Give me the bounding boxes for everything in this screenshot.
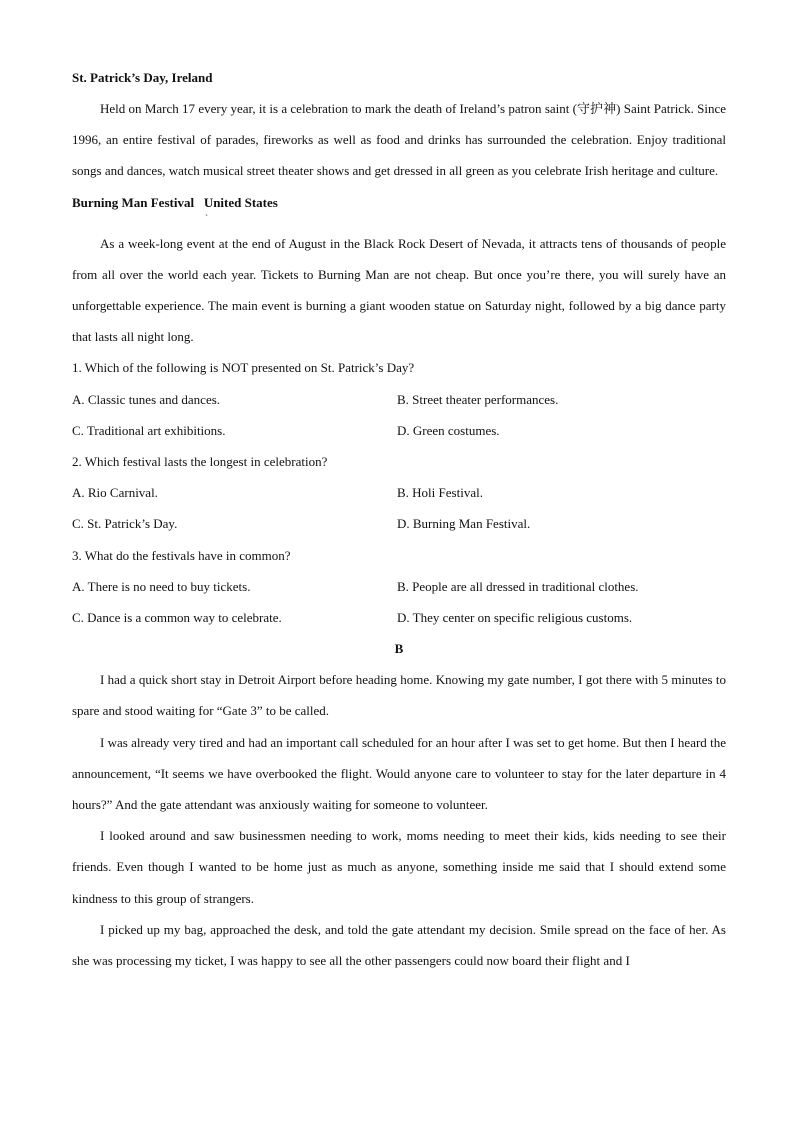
part-b-label: B: [394, 641, 404, 657]
section-paragraph-burning-man: As a week-long event at the end of August in the Black Rock Desert of Nevada, it attracts tens of thousands of people from all over the world each year. Tickets to Burning Man are not cheap. But once you’re there, you will surely have an unforgettable experience. The main event is burning a giant wooden statue on Saturday night, followed by a big dance party that lasts all night long.: [72, 235, 726, 345]
question-option: A. Classic tunes and dances.: [72, 391, 221, 407]
question-stem: 2. Which festival lasts the longest in celebration?: [72, 453, 328, 469]
section-paragraph-st-patricks: Held on March 17 every year, it is a celebration to mark the death of Ireland’s patron saint (守护神) Saint Patrick. Since 1996, an entire festival of parades, fireworks as well as food and drinks has surrounded the celebration. Enjoy traditional songs and dances, watch musical street theater shows and get dressed in all green as you celebrate Irish heritage and culture.: [72, 101, 726, 179]
question-option: A. Rio Carnival.: [72, 485, 158, 501]
question-option: C. Traditional art exhibitions.: [72, 422, 226, 438]
section-title-burning-man-text: Burning Man Festival United States: [72, 194, 278, 210]
question-options-row: [72, 384, 726, 415]
question-options-row: [72, 415, 726, 446]
question-option: D. They center on specific religious customs.: [397, 609, 633, 625]
question-option: D. Green costumes.: [397, 422, 500, 438]
question-option: B. People are all dressed in traditional clothes.: [397, 578, 639, 594]
document-page: [72, 62, 726, 976]
question-stem: 1. Which of the following is NOT presented on St. Patrick’s Day?: [72, 360, 415, 376]
part-b-paragraph: I looked around and saw businessmen needing to work, moms needing to meet their kids, kids needing to see their friends. Even though I wanted to be home just as much as anyone, something inside me said that I should extend some kindness to this group of strangers.: [72, 828, 726, 906]
section-title-burning-man: [72, 187, 726, 223]
section-title-st-patricks: St. Patrick’s Day, Ireland: [72, 70, 213, 85]
question-option: B. Holi Festival.: [397, 485, 483, 501]
question-options-row: [72, 508, 726, 539]
stray-mark: `: [205, 212, 208, 223]
question-options-row: [72, 571, 726, 602]
question-option: A. There is no need to buy tickets.: [72, 578, 251, 594]
part-b-paragraph: I had a quick short stay in Detroit Airport before heading home. Knowing my gate number, I got there with 5 minutes to spare and stood waiting for “Gate 3” to be called.: [72, 672, 726, 719]
part-b-paragraph: I was already very tired and had an important call scheduled for an hour after I was set to get home. But then I heard the announcement, “It seems we have overbooked the flight. Would anyone care to volunteer to stay for the later departure in 4 hours?” And the gate attendant was anxiously waiting for someone to volunteer.: [72, 734, 726, 812]
question-option: D. Burning Man Festival.: [397, 516, 531, 532]
question-stem: 3. What do the festivals have in common?: [72, 547, 291, 563]
question-options-row: [72, 602, 726, 633]
question-option: C. St. Patrick’s Day.: [72, 516, 178, 532]
question-options-row: [72, 477, 726, 508]
question-option: B. Street theater performances.: [397, 391, 559, 407]
question-option: C. Dance is a common way to celebrate.: [72, 609, 282, 625]
part-b-paragraph: I picked up my bag, approached the desk, and told the gate attendant my decision. Smile spread on the face of her. As she was processing my ticket, I was happy to see all the other passengers could now board their flight and I: [72, 921, 726, 968]
